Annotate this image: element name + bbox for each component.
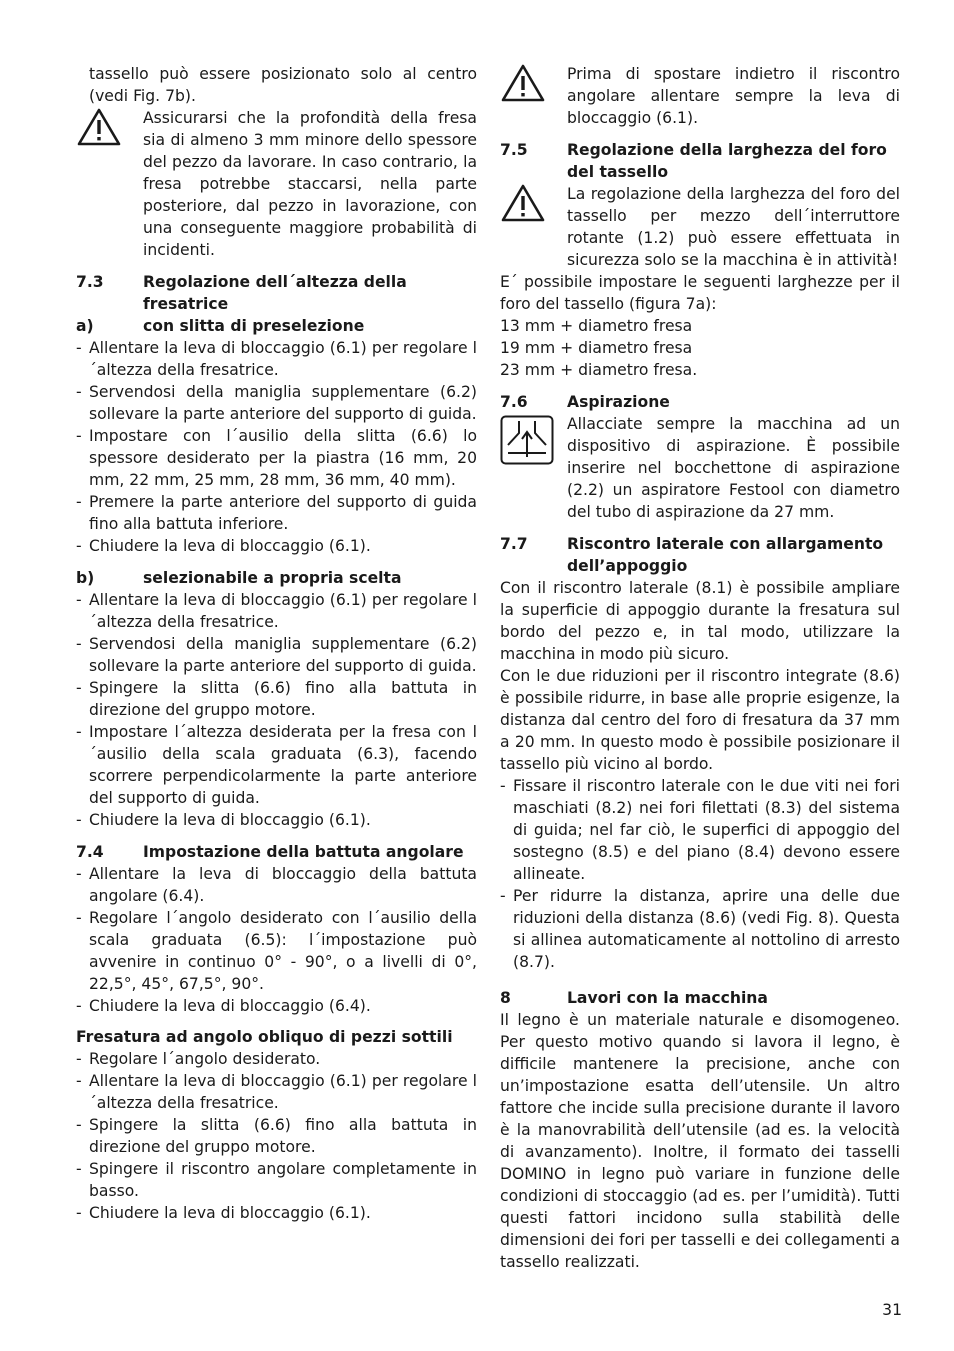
dust-extraction-icon xyxy=(500,413,567,465)
list-item: - Servendosi della maniglia supplementare (6.2) sollevare la parte anteriore del supporto di guida. xyxy=(76,381,477,425)
list-item: - Fissare il riscontro laterale con le due viti nei fori maschiati (8.2) nei fori filettati (8.3) del sistema di guida; nel far ciò, le superfici di appoggio del sostegno (8.5) e del piano (8.4) devono essere allineate. xyxy=(500,775,900,885)
list-item: - Impostare con l´ausilio della slitta (6.6) lo spessore desiderato per la piastra (16 mm, 20 mm, 22 mm, 25 mm, 28 mm, 36 mm, 40 mm). xyxy=(76,425,477,491)
steps-7-3a xyxy=(76,337,477,557)
list-item: - Chiudere la leva di bloccaggio (6.4). xyxy=(76,995,477,1017)
section-7-7-heading xyxy=(500,533,900,577)
right-column xyxy=(500,63,900,1273)
section-number: 7.3 xyxy=(76,273,104,291)
hole-width-intro: E´ possibile impostare le seguenti larghezze per il foro del tassello (figura 7a): xyxy=(500,273,900,313)
list-item: - Regolare l´angolo desiderato. xyxy=(76,1048,477,1070)
list-item: - Spingere la slitta (6.6) fino alla battuta in direzione del gruppo motore. xyxy=(76,677,477,721)
extraction-note xyxy=(500,413,900,523)
list-item: - Premere la parte anteriore del supporto di guida fino alla battuta inferiore. xyxy=(76,491,477,535)
section-title: Regolazione dell´altezza della fresatrice xyxy=(143,273,407,313)
side-stop-paragraph: Con le due riduzioni per il riscontro integrate (8.6) è possibile ridurre, in base alle proprie esigenze, la distanza dal centro del foro di fresatura da 37 mm a 20 mm. In questo modo è possibile posizionare il tassello più vicino al bordo. xyxy=(500,667,900,773)
section-7-6-heading xyxy=(500,391,900,413)
left-column xyxy=(76,63,477,1224)
warning-depth-text: Assicurarsi che la profondità della fresa sia di almeno 3 mm minore dello spessore del pezzo da lavorare. In caso contrario, la fresa potrebbe staccarsi, nella parte posteriore, dal pezzo in lavorazione, con una conseguente maggiore probabilità di incidenti. xyxy=(143,109,477,259)
list-item: - Allentare la leva di bloccaggio (6.1) per regolare l´altezza della fresatrice. xyxy=(76,1070,477,1114)
section-title: Riscontro laterale con allargamento dell’appoggio xyxy=(567,535,884,575)
list-item: - Servendosi della maniglia supplementare (6.2) sollevare la parte anteriore del supporto di guida. xyxy=(76,633,477,677)
warning-hole-width xyxy=(500,183,900,271)
list-item: - Chiudere la leva di bloccaggio (6.1). xyxy=(76,809,477,831)
list-item: - Allentare la leva di bloccaggio della battuta angolare (6.4). xyxy=(76,863,477,907)
list-item: - Spingere il riscontro angolare completamente in basso. xyxy=(76,1158,477,1202)
hole-width-option: 23 mm + diametro fresa. xyxy=(500,361,698,379)
oblique-milling-heading: Fresatura ad angolo obliquo di pezzi sottili xyxy=(76,1028,453,1046)
subsection-title: selezionabile a propria scelta xyxy=(143,569,402,587)
warning-depth xyxy=(76,107,477,261)
list-item: - Per ridurre la distanza, aprire una delle due riduzioni della distanza (8.6) (vedi Fig. 8). Questa si allinea automaticamente al nottolino di arresto (8.7). xyxy=(500,885,900,973)
section-title: Impostazione della battuta angolare xyxy=(143,843,464,861)
steps-7-7 xyxy=(500,775,900,973)
warning-triangle-icon xyxy=(76,107,143,147)
list-item: - Spingere la slitta (6.6) fino alla battuta in direzione del gruppo motore. xyxy=(76,1114,477,1158)
list-item: - Allentare la leva di bloccaggio (6.1) per regolare l´altezza della fresatrice. xyxy=(76,589,477,633)
section-title: Regolazione della larghezza del foro del tassello xyxy=(567,141,887,181)
list-item: - Chiudere la leva di bloccaggio (6.1). xyxy=(76,535,477,557)
section-number: 7.4 xyxy=(76,843,104,861)
side-stop-paragraph: Con il riscontro laterale (8.1) è possibile ampliare la superficie di appoggio durante la fresatura sul bordo del pezzo e, in tal modo, utilizzare la macchina in modo più sicuro. xyxy=(500,579,900,663)
hole-width-option: 19 mm + diametro fresa xyxy=(500,339,693,357)
working-paragraph: Il legno è un materiale naturale e disomogeneo. Per questo motivo quando si lavora il legno, è difficile mantenere la precisione, anche con un’impostazione esatta dell’utensile. Un altro fattore che incide sulla precisione durante il lavoro è la manovrabilità dell’utensile (ad es. la velocità di avanzamento). Inoltre, il formato dei tasselli DOMINO in legno può variare in funzione delle condizioni di stoccaggio (ad es. per l’umidità). Tutti questi fattori incidono sulla stabilità delle dimensioni dei fori per tasselli e dei collegamenti a tassello realizzati. xyxy=(500,1011,900,1271)
list-item: - Regolare l´angolo desiderato con l´ausilio della scala graduata (6.5): l´impostazione può avvenire in continuo 0° - 90°, o a livelli di 0°, 22,5°, 45°, 67,5°, 90°. xyxy=(76,907,477,995)
extraction-text: Allacciate sempre la macchina ad un dispositivo di aspirazione. È possibile inserire nel bocchettone di aspirazione (2.2) un aspiratore Festool con diametro del tubo di aspirazione da 27 mm. xyxy=(567,415,900,521)
intro-text: tassello può essere posizionato solo al centro (vedi Fig. 7b). xyxy=(89,65,477,105)
section-7-3a-heading xyxy=(76,315,477,337)
section-title: Lavori con la macchina xyxy=(567,989,768,1007)
hole-width-option: 13 mm + diametro fresa xyxy=(500,317,693,335)
warning-angle-stop xyxy=(500,63,900,129)
steps-7-3b xyxy=(76,589,477,831)
section-8-heading xyxy=(500,987,900,1009)
list-item: - Impostare l´altezza desiderata per la fresa con l´ausilio della scala graduata (6.3), facendo scorrere perpendicolarmente la parte anteriore del supporto di guida. xyxy=(76,721,477,809)
section-number: 7.5 xyxy=(500,141,528,159)
section-title: Aspirazione xyxy=(567,393,670,411)
list-item: - Allentare la leva di bloccaggio (6.1) per regolare l´altezza della fresatrice. xyxy=(76,337,477,381)
warning-angle-stop-text: Prima di spostare indietro il riscontro angolare allentare sempre la leva di bloccaggio (6.1). xyxy=(567,65,900,127)
section-7-5-heading xyxy=(500,139,900,183)
section-7-3b-heading xyxy=(76,567,477,589)
steps-oblique xyxy=(76,1048,477,1224)
subsection-title: con slitta di preselezione xyxy=(143,317,365,335)
warning-triangle-icon xyxy=(500,183,567,223)
subsection-letter: b) xyxy=(76,569,95,587)
section-7-4-heading xyxy=(76,841,477,863)
section-number: 8 xyxy=(500,989,511,1007)
page-number: 31 xyxy=(882,1301,902,1319)
section-number: 7.6 xyxy=(500,393,528,411)
warning-hole-width-text: La regolazione della larghezza del foro del tassello per mezzo dell´interruttore rotante (1.2) può essere effettuata in sicurezza solo se la macchina è in attività! xyxy=(567,185,900,269)
steps-7-4 xyxy=(76,863,477,1017)
list-item: - Chiudere la leva di bloccaggio (6.1). xyxy=(76,1202,477,1224)
section-number: 7.7 xyxy=(500,535,528,553)
subsection-letter: a) xyxy=(76,317,94,335)
warning-triangle-icon xyxy=(500,63,567,103)
section-7-3-heading xyxy=(76,271,477,315)
